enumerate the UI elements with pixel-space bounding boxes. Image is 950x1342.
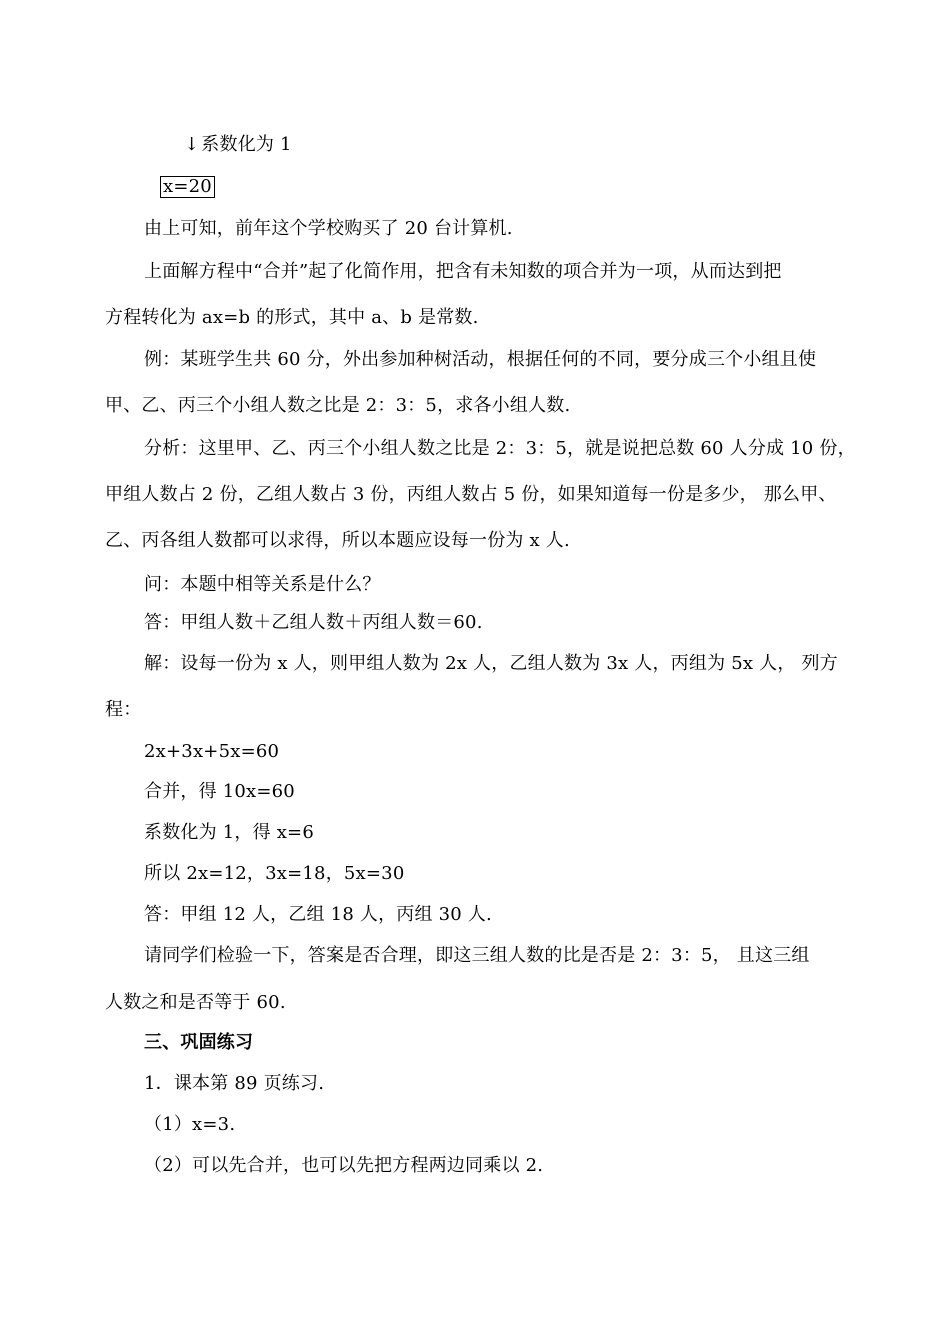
paragraph-line: 由上可知，前年这个学校购买了 20 台计算机.: [144, 218, 513, 239]
exercise-line: （1）x=3.: [144, 1114, 236, 1135]
paragraph-line: 上面解方程中“合并”起了化简作用，把含有未知数的项合并为一项，从而达到把: [144, 261, 782, 282]
answer-line: 答：甲组 12 人，乙组 18 人，丙组 30 人.: [144, 904, 492, 925]
equation-line: 2x+3x+5x=60: [144, 741, 280, 762]
down-arrow-icon: ↓: [184, 134, 200, 155]
boxed-solution: x=20: [160, 176, 215, 198]
check-line: 人数之和是否等于 60.: [105, 992, 286, 1013]
analysis-line: 乙、丙各组人数都可以求得，所以本题应设每一份为 x 人.: [105, 530, 570, 551]
example-line: 甲、乙、丙三个小组人数之比是 2：3：5，求各小组人数.: [105, 395, 571, 416]
analysis-line: 分析：这里甲、乙、丙三个小组人数之比是 2：3：5，就是说把总数 60 人分成 10 份，: [144, 438, 856, 459]
exercise-line: 1．课本第 89 页练习.: [144, 1073, 325, 1094]
question-line: 问：本题中相等关系是什么？: [144, 574, 381, 595]
step-coefficient-to-one: [184, 133, 292, 157]
solution-line: 解：设每一份为 x 人，则甲组人数为 2x 人，乙组人数为 3x 人，丙组为 5x 人， 列方: [144, 653, 838, 674]
section-heading: 三、巩固练习: [144, 1032, 254, 1053]
check-line: 请同学们检验一下，答案是否合理，即这三组人数的比是否是 2：3：5， 且这三组: [144, 945, 810, 966]
analysis-line: 甲组人数占 2 份，乙组人数占 3 份，丙组人数占 5 份，如果知道每一份是多少， 那么甲、: [105, 484, 837, 505]
equation-line: 所以 2x=12，3x=18，5x=30: [144, 863, 405, 884]
answer-line: 答：甲组人数＋乙组人数＋丙组人数＝60.: [144, 612, 483, 633]
equation-line: 系数化为 1，得 x=6: [144, 822, 314, 843]
solution-box: [160, 175, 215, 199]
paragraph-line: 方程转化为 ax=b 的形式，其中 a、b 是常数.: [105, 307, 479, 328]
example-line: 例：某班学生共 60 分，外出参加种树活动，根据任何的不同，要分成三个小组且使: [144, 349, 817, 370]
exercise-line: （2）可以先合并，也可以先把方程两边同乘以 2.: [144, 1155, 544, 1176]
solution-line: 程：: [105, 699, 142, 720]
equation-line: 合并，得 10x=60: [144, 781, 295, 802]
step-label: 系数化为 1: [201, 134, 292, 155]
